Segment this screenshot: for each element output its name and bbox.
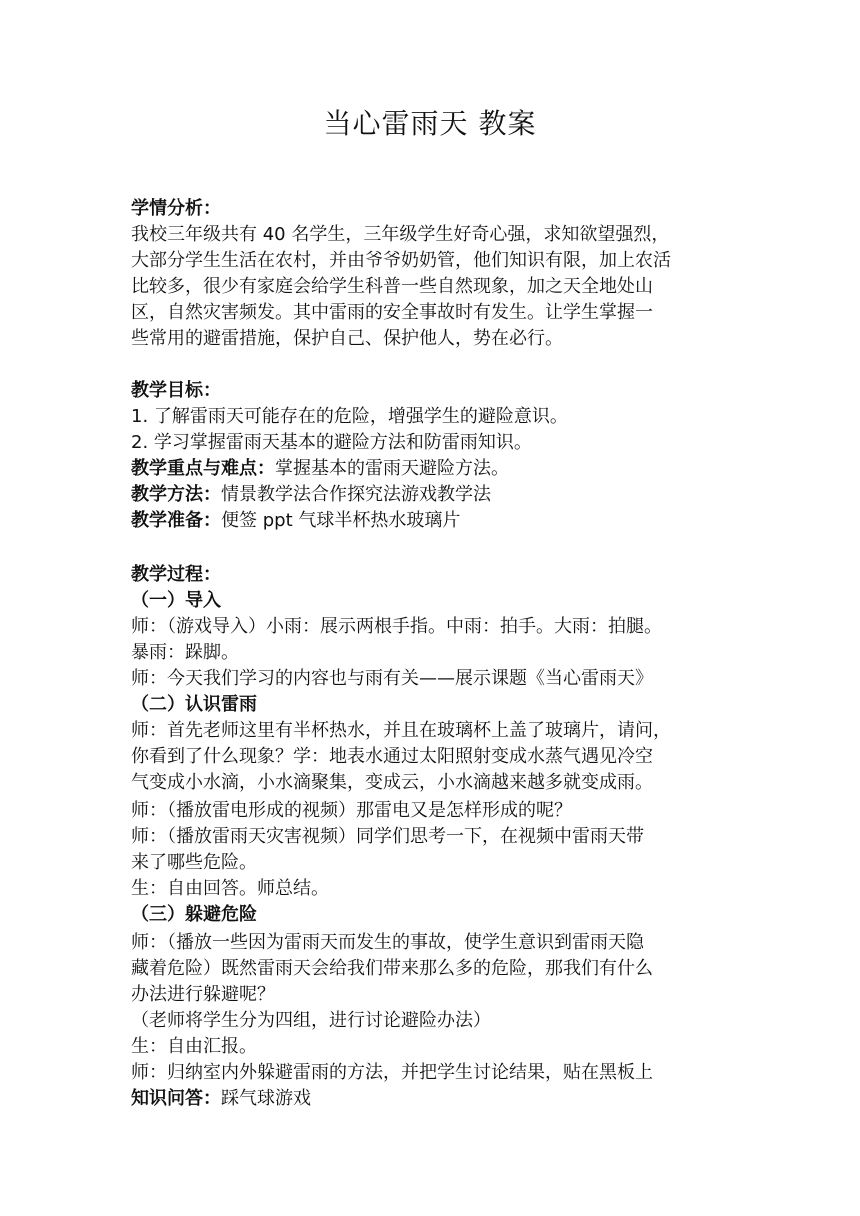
analysis-line: 区，自然灾害频发。其中雷雨的安全事故时有发生。让学生掌握一 <box>131 302 653 323</box>
methods-row <box>131 482 491 508</box>
prep-text: 便签 ppt 气球半杯热水玻璃片 <box>221 510 461 531</box>
process-line: 师：（播放一些因为雷雨天而发生的事故，使学生意识到雷雨天隐 <box>131 932 644 953</box>
goal-item: 1. 了解雷雨天可能存在的危险，增强学生的避险意识。 <box>131 406 568 427</box>
process-line: 办法进行躲避呢？ <box>131 984 275 1005</box>
goal-item: 2. 学习掌握雷雨天基本的避险方法和防雷雨知识。 <box>131 432 532 453</box>
section-title-intro: （一）导入 <box>131 590 221 611</box>
process-line: 师：（游戏导入）小雨：展示两根手指。中雨：拍手。大雨：拍腿。 <box>131 616 662 637</box>
process-line: 师：今天我们学习的内容也与雨有关——展示课题《当心雷雨天》 <box>131 668 653 689</box>
process-line: 气变成小水滴，小水滴聚集，变成云，小水滴越来越多就变成雨。 <box>131 772 653 793</box>
keypoints-row <box>131 456 509 482</box>
methods-label: 教学方法： <box>131 484 221 505</box>
goals-heading: 教学目标： <box>131 380 221 401</box>
keypoints-label: 教学重点与难点： <box>131 458 275 479</box>
document-title: 当心雷雨天 教案 <box>323 107 537 140</box>
process-line: 你看到了什么现象？学：地表水通过太阳照射变成水蒸气遇见冷空 <box>131 746 653 767</box>
process-line: 来了哪些危险。 <box>131 852 257 873</box>
process-line: 师：归纳室内外躲避雷雨的方法，并把学生讨论结果，贴在黑板上 <box>131 1062 653 1083</box>
process-line: 师：（播放雷雨天灾害视频）同学们思考一下，在视频中雷雨天带 <box>131 826 644 847</box>
analysis-line: 比较多，很少有家庭会给学生科普一些自然现象，加之天全地处山 <box>131 276 653 297</box>
quiz-text: 踩气球游戏 <box>221 1088 311 1109</box>
process-line: 暴雨：跺脚。 <box>131 642 239 663</box>
process-line: 生：自由回答。师总结。 <box>131 878 329 899</box>
analysis-line: 些常用的避雷措施，保护自己、保护他人，势在必行。 <box>131 328 563 349</box>
analysis-line: 我校三年级共有 40 名学生，三年级学生好奇心强，求知欲望强烈， <box>131 224 670 245</box>
process-line: 藏着危险）既然雷雨天会给我们带来那么多的危险，那我们有什么 <box>131 958 653 979</box>
section-title-avoid-danger: （三）躲避危险 <box>131 904 257 925</box>
process-line: 生：自由汇报。 <box>131 1036 257 1057</box>
prep-label: 教学准备： <box>131 510 221 531</box>
process-heading: 教学过程： <box>131 564 221 585</box>
process-line: 师：（播放雷电形成的视频）那雷电又是怎样形成的呢？ <box>131 800 572 821</box>
process-line: 师：首先老师这里有半杯热水，并且在玻璃杯上盖了玻璃片，请问， <box>131 720 671 741</box>
keypoints-text: 掌握基本的雷雨天避险方法。 <box>275 458 509 479</box>
quiz-row <box>131 1086 311 1112</box>
prep-row <box>131 508 460 534</box>
analysis-heading: 学情分析： <box>131 198 221 219</box>
analysis-line: 大部分学生生活在农村，并由爷爷奶奶管，他们知识有限，加上农活 <box>131 250 671 271</box>
quiz-label: 知识问答： <box>131 1088 221 1109</box>
section-title-know-thunder: （二）认识雷雨 <box>131 694 257 715</box>
methods-text: 情景教学法合作探究法游戏教学法 <box>221 484 491 505</box>
process-line: （老师将学生分为四组，进行讨论避险办法） <box>131 1010 491 1031</box>
